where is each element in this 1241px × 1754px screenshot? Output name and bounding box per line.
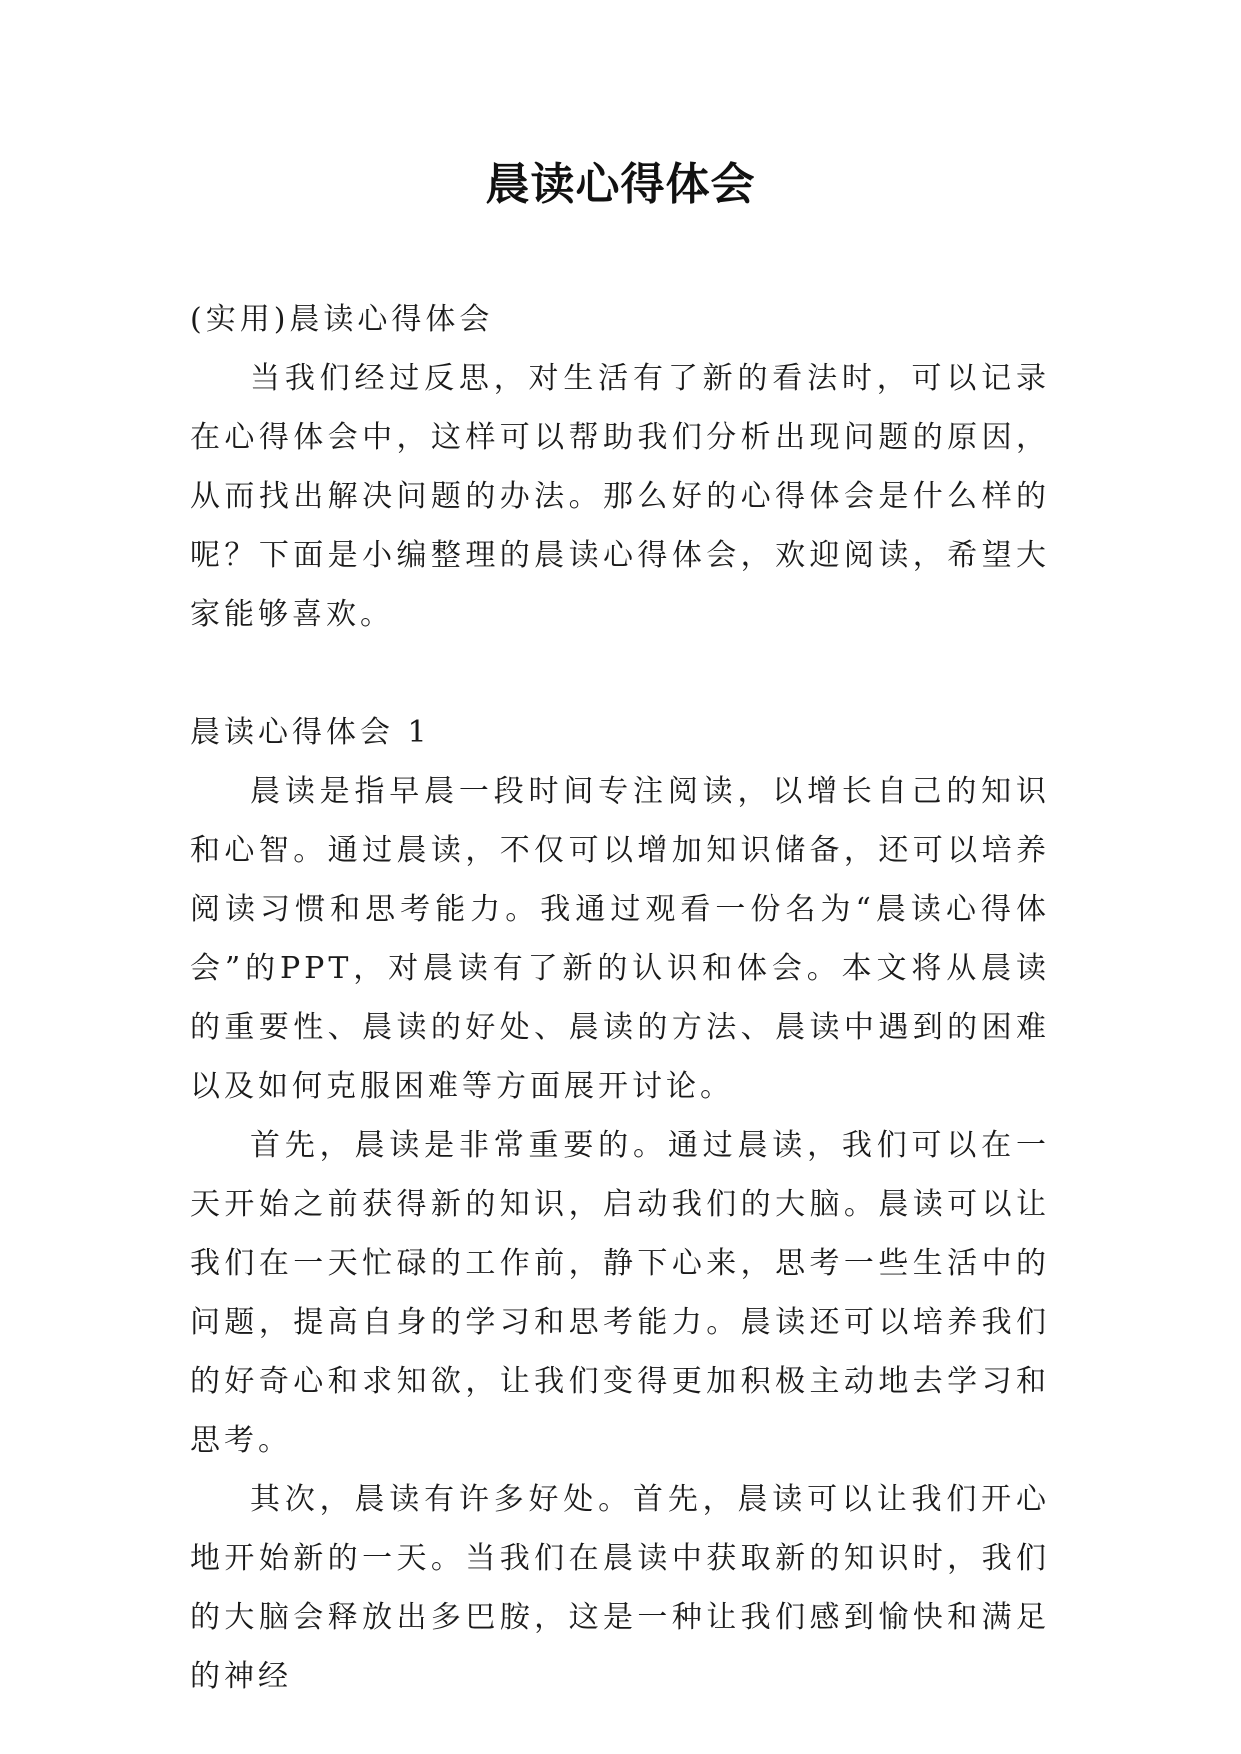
section-heading: 晨读心得体会 1 <box>190 715 431 750</box>
body-paragraph-3: 其次，晨读有许多好处。首先，晨读可以让我们开心地开始新的一天。当我们在晨读中获取新的知识时，我们的大脑会释放出多巴胺，这是一种让我们感到愉快和满足的神经 <box>190 1482 1050 1694</box>
body-paragraph-1: 晨读是指早晨一段时间专注阅读，以增长自己的知识和心智。通过晨读，不仅可以增加知识储备，还可以培养阅读习惯和思考能力。我通过观看一份名为“晨读心得体会”的PPT，对晨读有了新的认识和体会。本文将从晨读的重要性、晨读的好处、晨读的方法、晨读中遇到的困难以及如何克服困难等方面展开讨论。 <box>190 774 1050 1104</box>
document-body <box>190 290 1050 1706</box>
body-paragraph-2: 首先，晨读是非常重要的。通过晨读，我们可以在一天开始之前获得新的知识，启动我们的大脑。晨读可以让我们在一天忙碌的工作前，静下心来，思考一些生活中的问题，提高自身的学习和思考能力。晨读还可以培养我们的好奇心和求知欲，让我们变得更加积极主动地去学习和思考。 <box>190 1128 1050 1458</box>
document-title: 晨读心得体会 <box>485 159 756 210</box>
document-subtitle: (实用)晨读心得体会 <box>190 302 494 337</box>
intro-paragraph: 当我们经过反思，对生活有了新的看法时，可以记录在心得体会中，这样可以帮助我们分析出现问题的原因，从而找出解决问题的办法。那么好的心得体会是什么样的呢？下面是小编整理的晨读心得体会，欢迎阅读，希望大家能够喜欢。 <box>190 361 1050 632</box>
